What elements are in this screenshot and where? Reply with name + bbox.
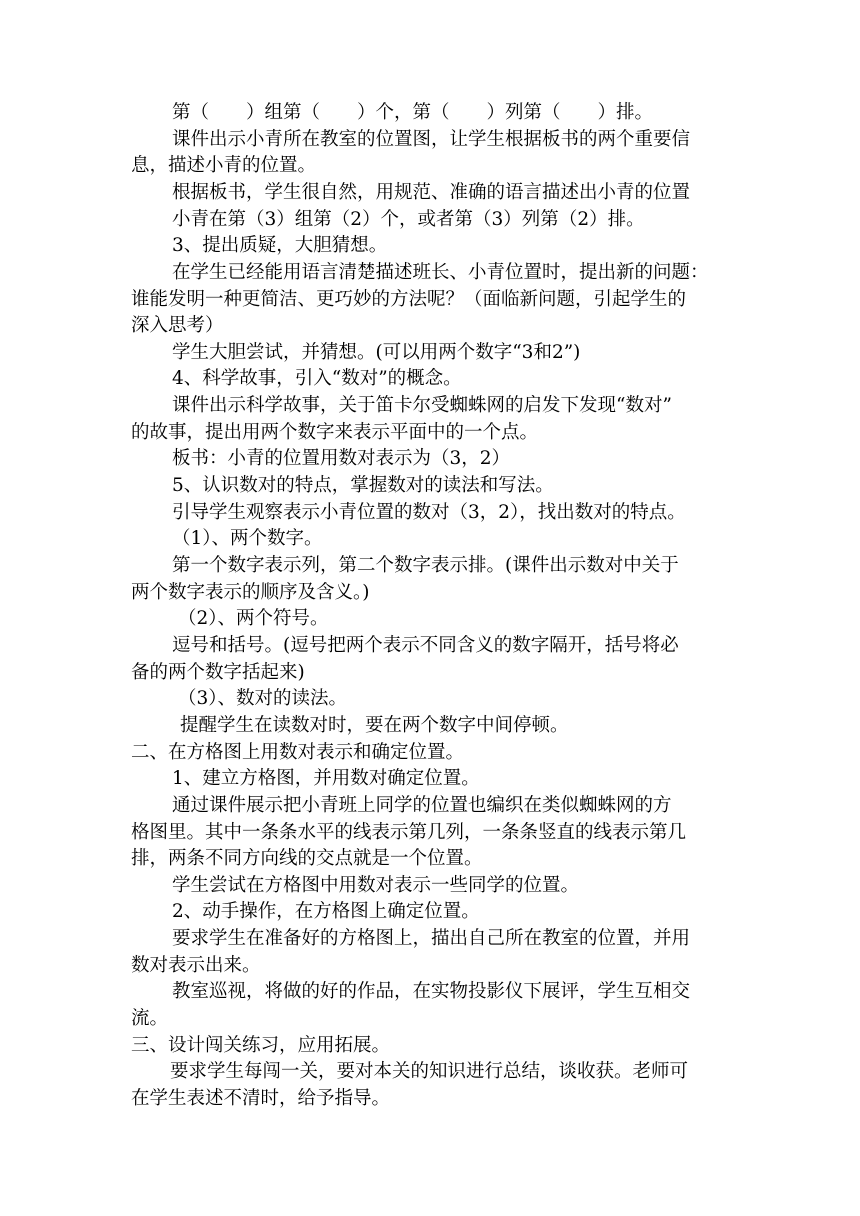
section-heading: 二、在方格图上用数对表示和确定位置。 xyxy=(131,742,465,763)
text-line: 排，两条不同方向线的交点就是一个位置。 xyxy=(131,848,483,869)
text-line: 课件出示科学故事，关于笛卡尔受蜘蛛网的启发下发现“数对” xyxy=(172,395,672,416)
text-line: 在学生已经能用语言清楚描述班长、小青位置时，提出新的问题： xyxy=(172,262,709,283)
text-line: 1、建立方格图，并用数对确定位置。 xyxy=(172,768,480,789)
text-line: 流。 xyxy=(131,1008,169,1029)
text-line: 逗号和括号。(逗号把两个表示不同含义的数字隔开，括号将必 xyxy=(172,635,679,656)
text-line: 2、动手操作，在方格图上确定位置。 xyxy=(172,901,480,922)
text-line: 课件出示小青所在教室的位置图，让学生根据板书的两个重要信 xyxy=(172,129,691,150)
text-line: 4、科学故事，引入“数对”的概念。 xyxy=(172,368,462,389)
text-line: 数对表示出来。 xyxy=(131,955,261,976)
text-line: 备的两个数字括起来) xyxy=(131,662,305,683)
text-line: 小青在第（3）组第（2）个，或者第（3）列第（2）排。 xyxy=(172,209,645,230)
section-heading: 三、设计闯关练习，应用拓展。 xyxy=(131,1035,391,1056)
text-line: 板书：小青的位置用数对表示为（3，2） xyxy=(172,448,511,469)
text-line: 第（ ）组第（ ）个，第（ ）列第（ ）排。 xyxy=(172,102,654,123)
text-line: 第一个数字表示列，第二个数字表示排。(课件出示数对中关于 xyxy=(172,555,679,576)
text-line: 两个数字表示的顺序及含义。) xyxy=(131,582,370,603)
text-line: 学生大胆尝试，并猜想。(可以用两个数字“3和2”) xyxy=(172,342,581,363)
text-line: 要求学生每闯一关，要对本关的知识进行总结，谈收获。老师可 xyxy=(170,1061,689,1082)
text-line: 根据板书，学生很自然，用规范、准确的语言描述出小青的位置 xyxy=(172,182,691,203)
text-line: 深入思考） xyxy=(131,315,224,336)
text-line: 5、认识数对的特点，掌握数对的读法和写法。 xyxy=(172,475,554,496)
text-line: 的故事，提出用两个数字来表示平面中的一个点。 xyxy=(131,422,539,443)
text-line: （1）、两个数字。 xyxy=(172,528,323,549)
text-line: 谁能发明一种更简洁、更巧妙的方法呢？（面临新问题，引起学生的 xyxy=(131,289,687,310)
text-line: 提醒学生在读数对时，要在两个数字中间停顿。 xyxy=(180,715,569,736)
text-line: （2）、两个符号。 xyxy=(178,608,329,629)
text-line: （3）、数对的读法。 xyxy=(178,688,348,709)
text-line: 在学生表述不清时，给予指导。 xyxy=(131,1088,391,1109)
text-line: 通过课件展示把小青班上同学的位置也编织在类似蜘蛛网的方 xyxy=(172,795,672,816)
text-line: 引导学生观察表示小青位置的数对（3，2），找出数对的特点。 xyxy=(172,502,686,523)
text-line: 学生尝试在方格图中用数对表示一些同学的位置。 xyxy=(172,875,580,896)
text-line: 要求学生在准备好的方格图上，描出自己所在教室的位置，并用 xyxy=(172,928,691,949)
text-line: 教室巡视，将做的好的作品，在实物投影仪下展评，学生互相交 xyxy=(172,981,691,1002)
text-line: 3、提出质疑，大胆猜想。 xyxy=(172,235,388,256)
text-line: 息，描述小青的位置。 xyxy=(131,155,317,176)
text-line: 格图里。其中一条条水平的线表示第几列，一条条竖直的线表示第几 xyxy=(131,822,687,843)
